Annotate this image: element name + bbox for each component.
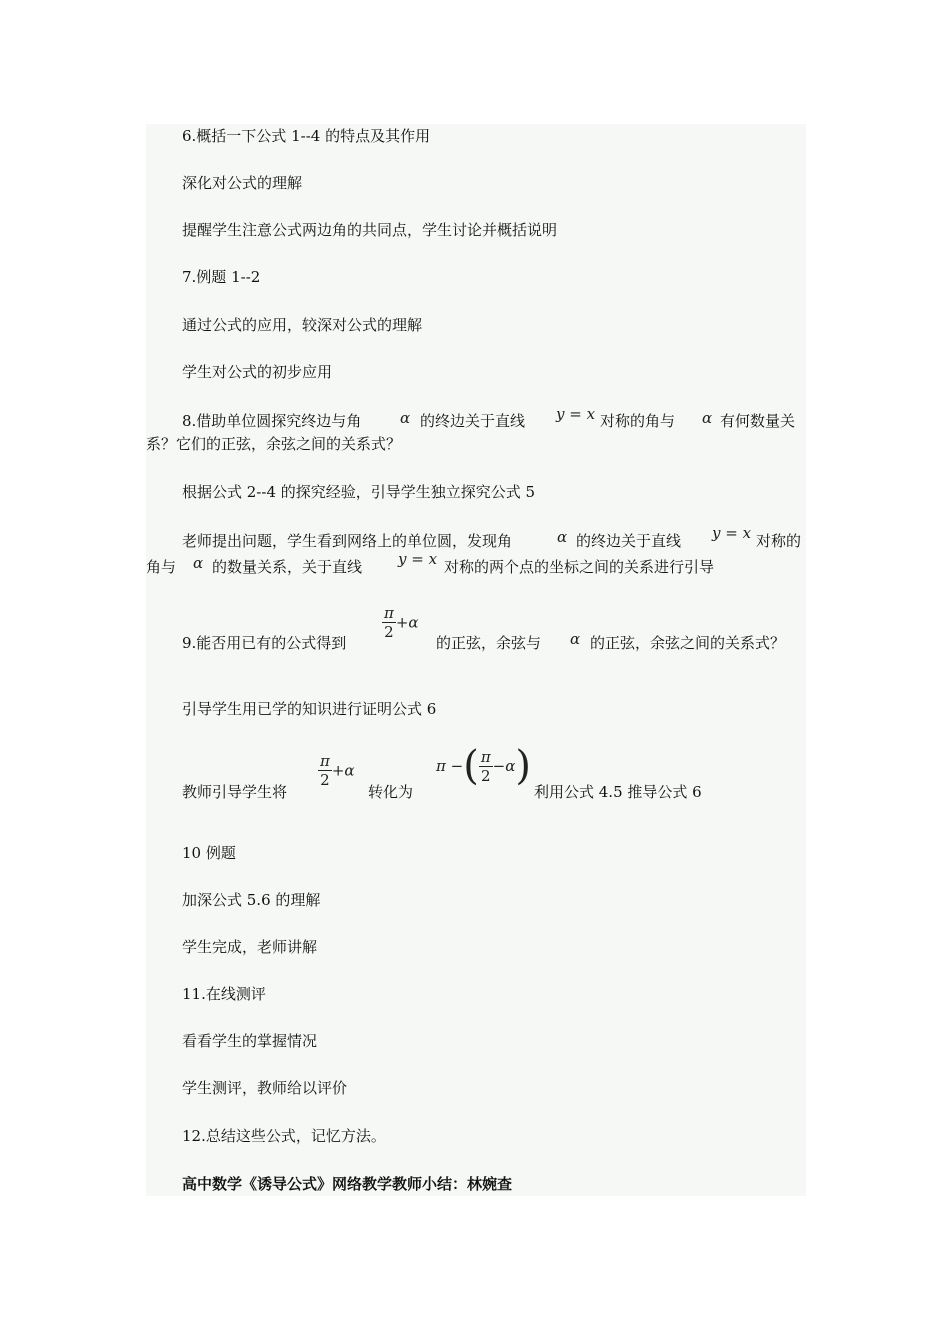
item-9-purpose: 引导学生用已学的知识进行证明公式 6: [182, 700, 437, 718]
item-6-purpose: 深化对公式的理解: [182, 174, 303, 192]
fraction-pi-over-2-plus-alpha: [382, 604, 419, 641]
alpha-symbol: α: [570, 630, 581, 648]
item-9-text-1: 9.能否用已有的公式得到: [182, 634, 347, 652]
item-12-title: 12.总结这些公式，记忆方法。: [182, 1127, 386, 1145]
denominator-two: 2: [384, 623, 394, 641]
pi-symbol: π: [480, 747, 491, 766]
item-8-purpose: 根据公式 2--4 的探究经验，引导学生独立探究公式 5: [182, 483, 536, 501]
item-8-text-4: 有何数量关: [720, 412, 796, 430]
item-10-title: 10 例题: [182, 844, 236, 862]
alpha-symbol: α: [193, 554, 204, 572]
plus-alpha: +α: [395, 613, 419, 632]
right-paren: ): [515, 743, 531, 789]
fraction-pi-over-2-plus-alpha: [318, 752, 355, 789]
item-11-purpose: 看看学生的掌握情况: [182, 1032, 318, 1050]
pi-minus: π −: [436, 757, 464, 775]
item-8-activity-5: 的数量关系，关于直线: [212, 558, 363, 576]
item-8-activity-3: 对称的: [756, 532, 802, 550]
item-8-activity-2: 的终边关于直线: [576, 532, 682, 550]
item-7-title: 7.例题 1--2: [182, 268, 261, 286]
item-8-activity-6: 对称的两个点的坐标之间的关系进行引导: [444, 558, 715, 576]
minus-alpha: −α: [492, 757, 516, 775]
item-6-activity: 提醒学生注意公式两边角的共同点，学生讨论并概括说明: [182, 221, 558, 239]
item-6-title: 6.概括一下公式 1--4 的特点及其作用: [182, 127, 431, 145]
line-equation: y = x: [556, 405, 596, 423]
denominator-two: 2: [320, 771, 330, 789]
item-10-purpose: 加深公式 5.6 的理解: [182, 891, 321, 909]
item-7-purpose: 通过公式的应用，较深对公式的理解: [182, 316, 423, 334]
summary-heading: 高中数学《诱导公式》网络教学教师小结：林婉查: [182, 1175, 513, 1193]
item-9-activity-3: 利用公式 4.5 推导公式 6: [534, 783, 702, 801]
item-8-activity-1: 老师提出问题，学生看到网络上的单位圆，发现角: [182, 532, 513, 550]
expression-pi-minus-fraction: [436, 743, 531, 789]
item-8-text-5: 系？它们的正弦，余弦之间的关系式？: [146, 435, 402, 453]
item-8-text-2: 的终边关于直线: [420, 412, 526, 430]
left-paren: (: [463, 743, 479, 789]
plus-alpha: +α: [331, 761, 355, 780]
item-9-activity-1: 教师引导学生将: [182, 783, 288, 801]
alpha-symbol: α: [702, 409, 713, 427]
item-8-activity-4: 角与: [146, 558, 177, 576]
line-equation: y = x: [398, 550, 438, 568]
item-10-activity: 学生完成，老师讲解: [182, 938, 318, 956]
item-11-title: 11.在线测评: [182, 985, 266, 1003]
item-9-text-2: 的正弦，余弦与: [436, 634, 542, 652]
pi-symbol: π: [384, 604, 394, 622]
denominator-two: 2: [480, 766, 491, 785]
item-9-activity-2: 转化为: [368, 783, 414, 801]
item-9-text-3: 的正弦，余弦之间的关系式？: [590, 634, 786, 652]
alpha-symbol: α: [557, 528, 568, 546]
item-8-text-1: 8.借助单位圆探究终边与角: [182, 412, 362, 430]
line-equation: y = x: [712, 524, 752, 542]
pi-symbol: π: [320, 752, 330, 770]
item-11-activity: 学生测评，教师给以评价: [182, 1079, 348, 1097]
item-8-text-3: 对称的角与: [600, 412, 676, 430]
item-7-activity: 学生对公式的初步应用: [182, 363, 333, 381]
alpha-symbol: α: [400, 409, 411, 427]
